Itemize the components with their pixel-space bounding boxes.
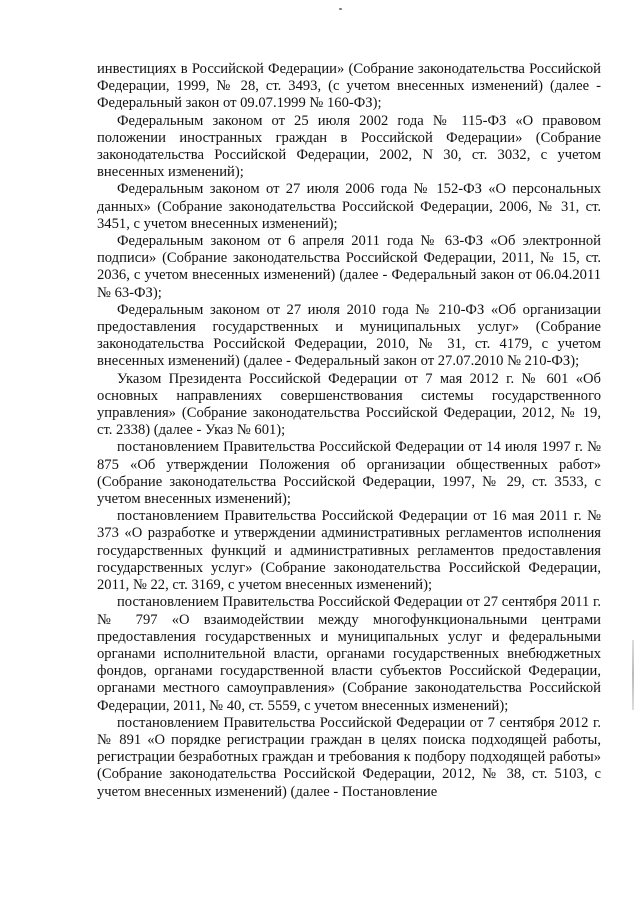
document-body	[97, 61, 601, 801]
scan-edge-mark	[632, 640, 634, 710]
paragraph-7: постановлением Правительства Российской Федерации от 14 июля 1997 г. № 875 «Об утверждении Положения об организации общественных работ» (Собрание законодательства Российской Федерации, 1997, № 29, ст. 3533, с учетом внесенных изменений);	[97, 439, 601, 508]
paragraph-9: постановлением Правительства Российской Федерации от 27 сентября 2011 г. № 797 «О взаимодействии между многофункциональными центрами предоставления государственных и муниципальных услуг и федеральными органами исполнительной власти, органами государственных внебюджетных фондов, органами государственной власти субъектов Российской Федерации, органами местного самоуправления» (Собрание законодательства Российской Федерации, 2011, № 40, ст. 5559, с учетом внесенных изменений);	[97, 594, 601, 714]
paragraph-8: постановлением Правительства Российской Федерации от 16 мая 2011 г. № 373 «О разработке и утверждении административных регламентов исполнения государственных функций и административных регламентов предоставления государственных услуг» (Собрание законодательства Российской Федерации, 2011, № 22, ст. 3169, с учетом внесенных изменений);	[97, 508, 601, 594]
paragraph-5: Федеральным законом от 27 июля 2010 года № 210-ФЗ «Об организации предоставления государственных и муниципальных услуг» (Собрание законодательства Российской Федерации, 2010, № 31, ст. 4179, с учетом внесенных изменений) (далее - Федеральный закон от 27.07.2010 № 210-ФЗ);	[97, 301, 601, 370]
paragraph-1: инвестициях в Российской Федерации» (Собрание законодательства Российской Федерации, 1999, № 28, ст. 3493, (с учетом внесенных изменений) (далее - Федеральный закон от 09.07.1999 № 160-ФЗ);	[97, 61, 601, 112]
paragraph-3: Федеральным законом от 27 июля 2006 года № 152-ФЗ «О персональных данных» (Собрание законодательства Российской Федерации, 2006, № 31, ст. 3451, с учетом внесенных изменений);	[97, 181, 601, 232]
paragraph-2: Федеральным законом от 25 июля 2002 года № 115-ФЗ «О правовом положении иностранных граждан в Российской Федерации» (Собрание законодательства Российской Федерации, 2002, N 30, ст. 3032, с учетом внесенных изменений);	[97, 112, 601, 181]
paragraph-6: Указом Президента Российской Федерации от 7 мая 2012 г. № 601 «Об основных направлениях совершенствования системы государственного управления» (Собрание законодательства Российской Федерации, 2012, № 19, ст. 2338) (далее - Указ № 601);	[97, 370, 601, 439]
paragraph-4: Федеральным законом от 6 апреля 2011 года № 63-ФЗ «Об электронной подписи» (Собрание законодательства Российской Федерации, 2011, № 15, ст. 2036, с учетом внесенных изменений) (далее - Федеральный закон от 06.04.2011 № 63-ФЗ);	[97, 233, 601, 301]
scan-speck	[339, 8, 342, 10]
paragraph-10: постановлением Правительства Российской Федерации от 7 сентября 2012 г. № 891 «О порядке регистрации граждан в целях поиска подходящей работы, регистрации безработных граждан и требования к подбору подходящей работы» (Собрание законодательства Российской Федерации, 2012, № 38, ст. 5103, с учетом внесенных изменений) (далее - Постановление	[97, 714, 601, 800]
